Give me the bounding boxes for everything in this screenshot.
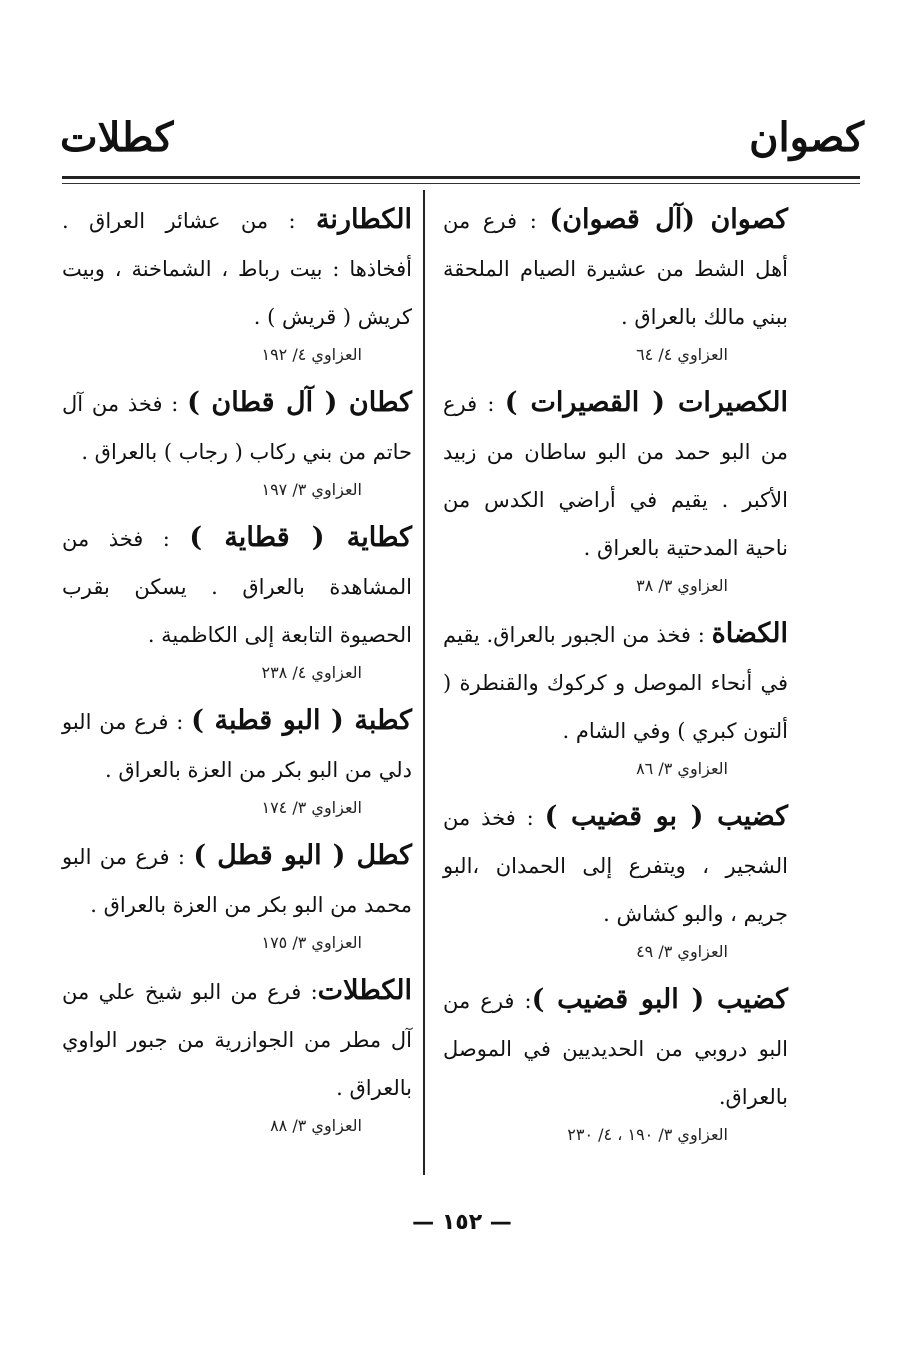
header-first-word: كصوان [749, 114, 864, 161]
entry-definition: : فرع من البو شيخ علي من آل مطر من الجوازرية من جبور الواوي بالعراق . [62, 980, 412, 1100]
entry [443, 976, 788, 1149]
entry-reference: العزاوي ٣/ ١٩٠ ، ٤/ ٢٣٠ [567, 1125, 728, 1144]
entry-reference: العزاوي ٤/ ٢٣٨ [261, 663, 362, 682]
entry-definition: : فرع من البو دلي من البو بكر من العزة بالعراق . [62, 710, 412, 782]
entry-reference: العزاوي ٣/ ١٧٤ [261, 798, 362, 817]
entry-body [443, 793, 788, 938]
entry-headword: الكطلات [317, 975, 412, 1006]
entry-headword: كطاية ( قطاية ) [189, 522, 412, 553]
entry-body [62, 379, 412, 476]
running-header [60, 108, 864, 168]
right-column [443, 196, 788, 1159]
entry-reference: العزاوي ٣/ ٤٩ [636, 942, 728, 961]
entry-reference: العزاوي ٣/ ٣٨ [636, 576, 728, 595]
entry-reference: العزاوي ٤/ ١٩٢ [261, 345, 362, 364]
entry-definition: : فرع من البو دروبي من الحديديين في الموصل بالعراق. [443, 989, 788, 1109]
column-divider [423, 190, 425, 1175]
entry-reference: العزاوي ٣/ ١٧٥ [261, 933, 362, 952]
entry-body [62, 697, 412, 794]
entry [62, 196, 412, 369]
entry [443, 793, 788, 966]
left-column [62, 196, 412, 1150]
entry-body [62, 514, 412, 659]
entry [62, 967, 412, 1140]
entry-body [62, 967, 412, 1112]
entry-definition: : فرع من البو محمد من البو بكر من العزة بالعراق . [62, 845, 412, 917]
entry-body [62, 832, 412, 929]
entry-headword: كضيب ( بو قضيب ) [544, 801, 788, 832]
entry-definition: : فخذ من آل حاتم من بني ركاب ( رجاب ) بالعراق . [62, 392, 412, 464]
entry [443, 610, 788, 783]
entry-definition: : فخذ من المشاهدة بالعراق . يسكن بقرب الحصيوة التابعة إلى الكاظمية . [62, 527, 412, 647]
header-rule-thick [62, 176, 860, 179]
entry-body [443, 196, 788, 341]
entry-body [443, 379, 788, 572]
entry-body [443, 610, 788, 755]
entry-reference: العزاوي ٣/ ٨٨ [270, 1116, 362, 1135]
entry-definition: : فخذ من الشجير ، ويتفرع إلى الحمدان ،البو جريم ، والبو كشاش . [443, 806, 788, 926]
header-last-word: كطلات [60, 114, 174, 161]
entry [443, 379, 788, 600]
entry-headword: كطان ( آل قطان ) [187, 387, 412, 418]
entry-body [62, 196, 412, 341]
header-rule-thin [62, 183, 860, 184]
entry [62, 832, 412, 957]
entry-body [443, 976, 788, 1121]
entry-headword: كضيب ( البو قضيب ) [531, 984, 788, 1015]
entry-reference: العزاوي ٣/ ١٩٧ [261, 480, 362, 499]
entry-headword: كطبة ( البو قطبة ) [191, 705, 412, 736]
entry-definition: : من عشائر العراق . أفخاذها : بيت رباط ، الشماخنة ، وبيت كريش ( قريش ) . [62, 209, 412, 329]
entry-definition: : فرع من أهل الشط من عشيرة الصيام الملحقة ببني مالك بالعراق . [443, 209, 788, 329]
entry [443, 196, 788, 369]
entry [62, 697, 412, 822]
entry-definition: : فخذ من الجبور بالعراق. يقيم في أنحاء الموصل و كركوك والقنطرة ( ألتون كبري ) وفي الشام . [443, 623, 788, 743]
entry-reference: العزاوي ٣/ ٨٦ [636, 759, 728, 778]
page-number: — ١٥٢ — [412, 1210, 512, 1235]
entry [62, 379, 412, 504]
entry-headword: الكصيرات ( القصيرات ) [504, 387, 788, 418]
entry-headword: كصوان (آل قصوان) [549, 204, 788, 235]
entry-headword: الكطارنة [315, 204, 412, 235]
entry-headword: الكضاة [711, 618, 788, 649]
entry-definition: : فرع من البو حمد من البو ساطان من زبيد الأكبر . يقيم في أراضي الكدس من ناحية المدحتية بالعراق . [443, 392, 788, 560]
entry-reference: العزاوي ٤/ ٦٤ [636, 345, 728, 364]
entry-headword: كطل ( البو قطل ) [193, 840, 412, 871]
entry [62, 514, 412, 687]
